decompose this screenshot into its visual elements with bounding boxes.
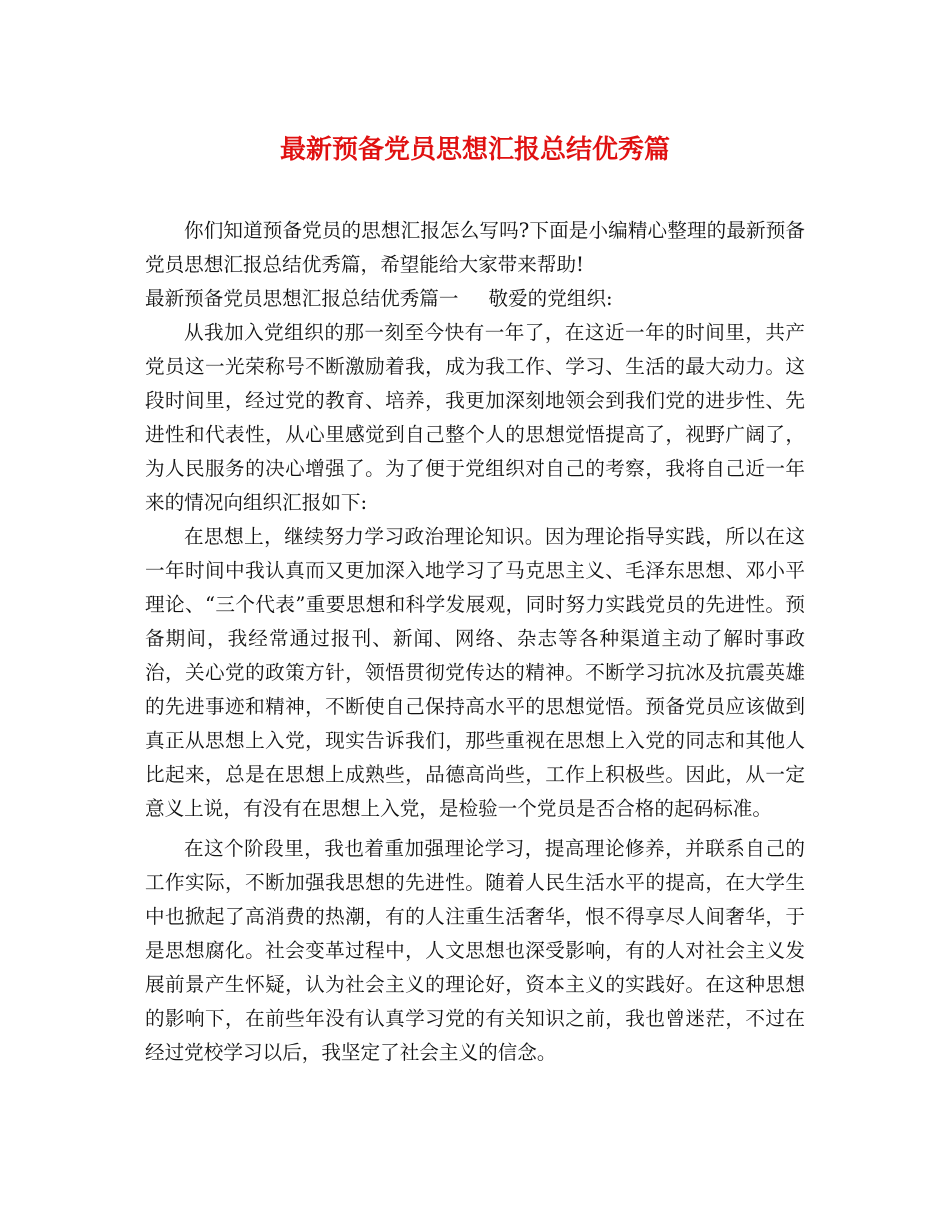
body-paragraph-3: 在这个阶段里，我也着重加强理论学习，提高理论修养，并联系自己的工作实际，不断加强我思想的先进性。随着人民生活水平的提高，在大学生中也掀起了高消费的热潮，有的人注重生活奢华，恨不得享尽人间奢华，于是思想腐化。社会变革过程中，人文思想也深受影响，有的人对社会主义发展前景产生怀疑，认为社会主义的理论好，资本主义的实践好。在这种思想的影响下，在前些年没有认真学习党的有关知识之前，我也曾迷茫，不过在经过党校学习以后，我坚定了社会主义的信念。 [145, 837, 805, 1064]
body-paragraph-1: 从我加入党组织的那一刻至今快有一年了，在这近一年的时间里，共产党员这一光荣称号不断激励着我，成为我工作、学习、生活的最大动力。这段时间里，经过党的教育、培养，我更加深刻地领会到我们党的进步性、先进性和代表性，从心里感觉到自己整个人的思想觉悟提高了，视野广阔了，为人民服务的决心增强了。为了便于党组织对自己的考察，我将自己近一年来的情况向组织汇报如下: [145, 321, 805, 514]
document-title: 最新预备党员思想汇报总结优秀篇 [279, 135, 670, 165]
section-heading: 最新预备党员思想汇报总结优秀篇一 [145, 287, 459, 310]
greeting: 敬爱的党组织: [488, 287, 613, 310]
section-heading-line [145, 282, 805, 316]
body-paragraph-2: 在思想上，继续努力学习政治理论知识。因为理论指导实践，所以在这一年时间中我认真而又更加深入地学习了马克思主义、毛泽东思想、邓小平理论、“三个代表”重要思想和科学发展观，同时努力实践党员的先进性。预备期间，我经常通过报刊、新闻、网络、杂志等各种渠道主动了解时事政治，关心党的政策方针，领悟贯彻党传达的精神。不断学习抗冰及抗震英雄的先进事迹和精神，不断使自己保持高水平的思想觉悟。预备党员应该做到真正从思想上入党，现实告诉我们，那些重视在思想上入党的同志和其他人比起来，总是在思想上成熟些，品德高尚些，工作上积极些。因此，从一定意义上说，有没有在思想上入党，是检验一个党员是否合格的起码标准。 [145, 525, 805, 820]
intro-paragraph: 你们知道预备党员的思想汇报怎么写吗?下面是小编精心整理的最新预备党员思想汇报总结优秀篇，希望能给大家带来帮助! [145, 219, 805, 276]
document-body [145, 130, 805, 1070]
